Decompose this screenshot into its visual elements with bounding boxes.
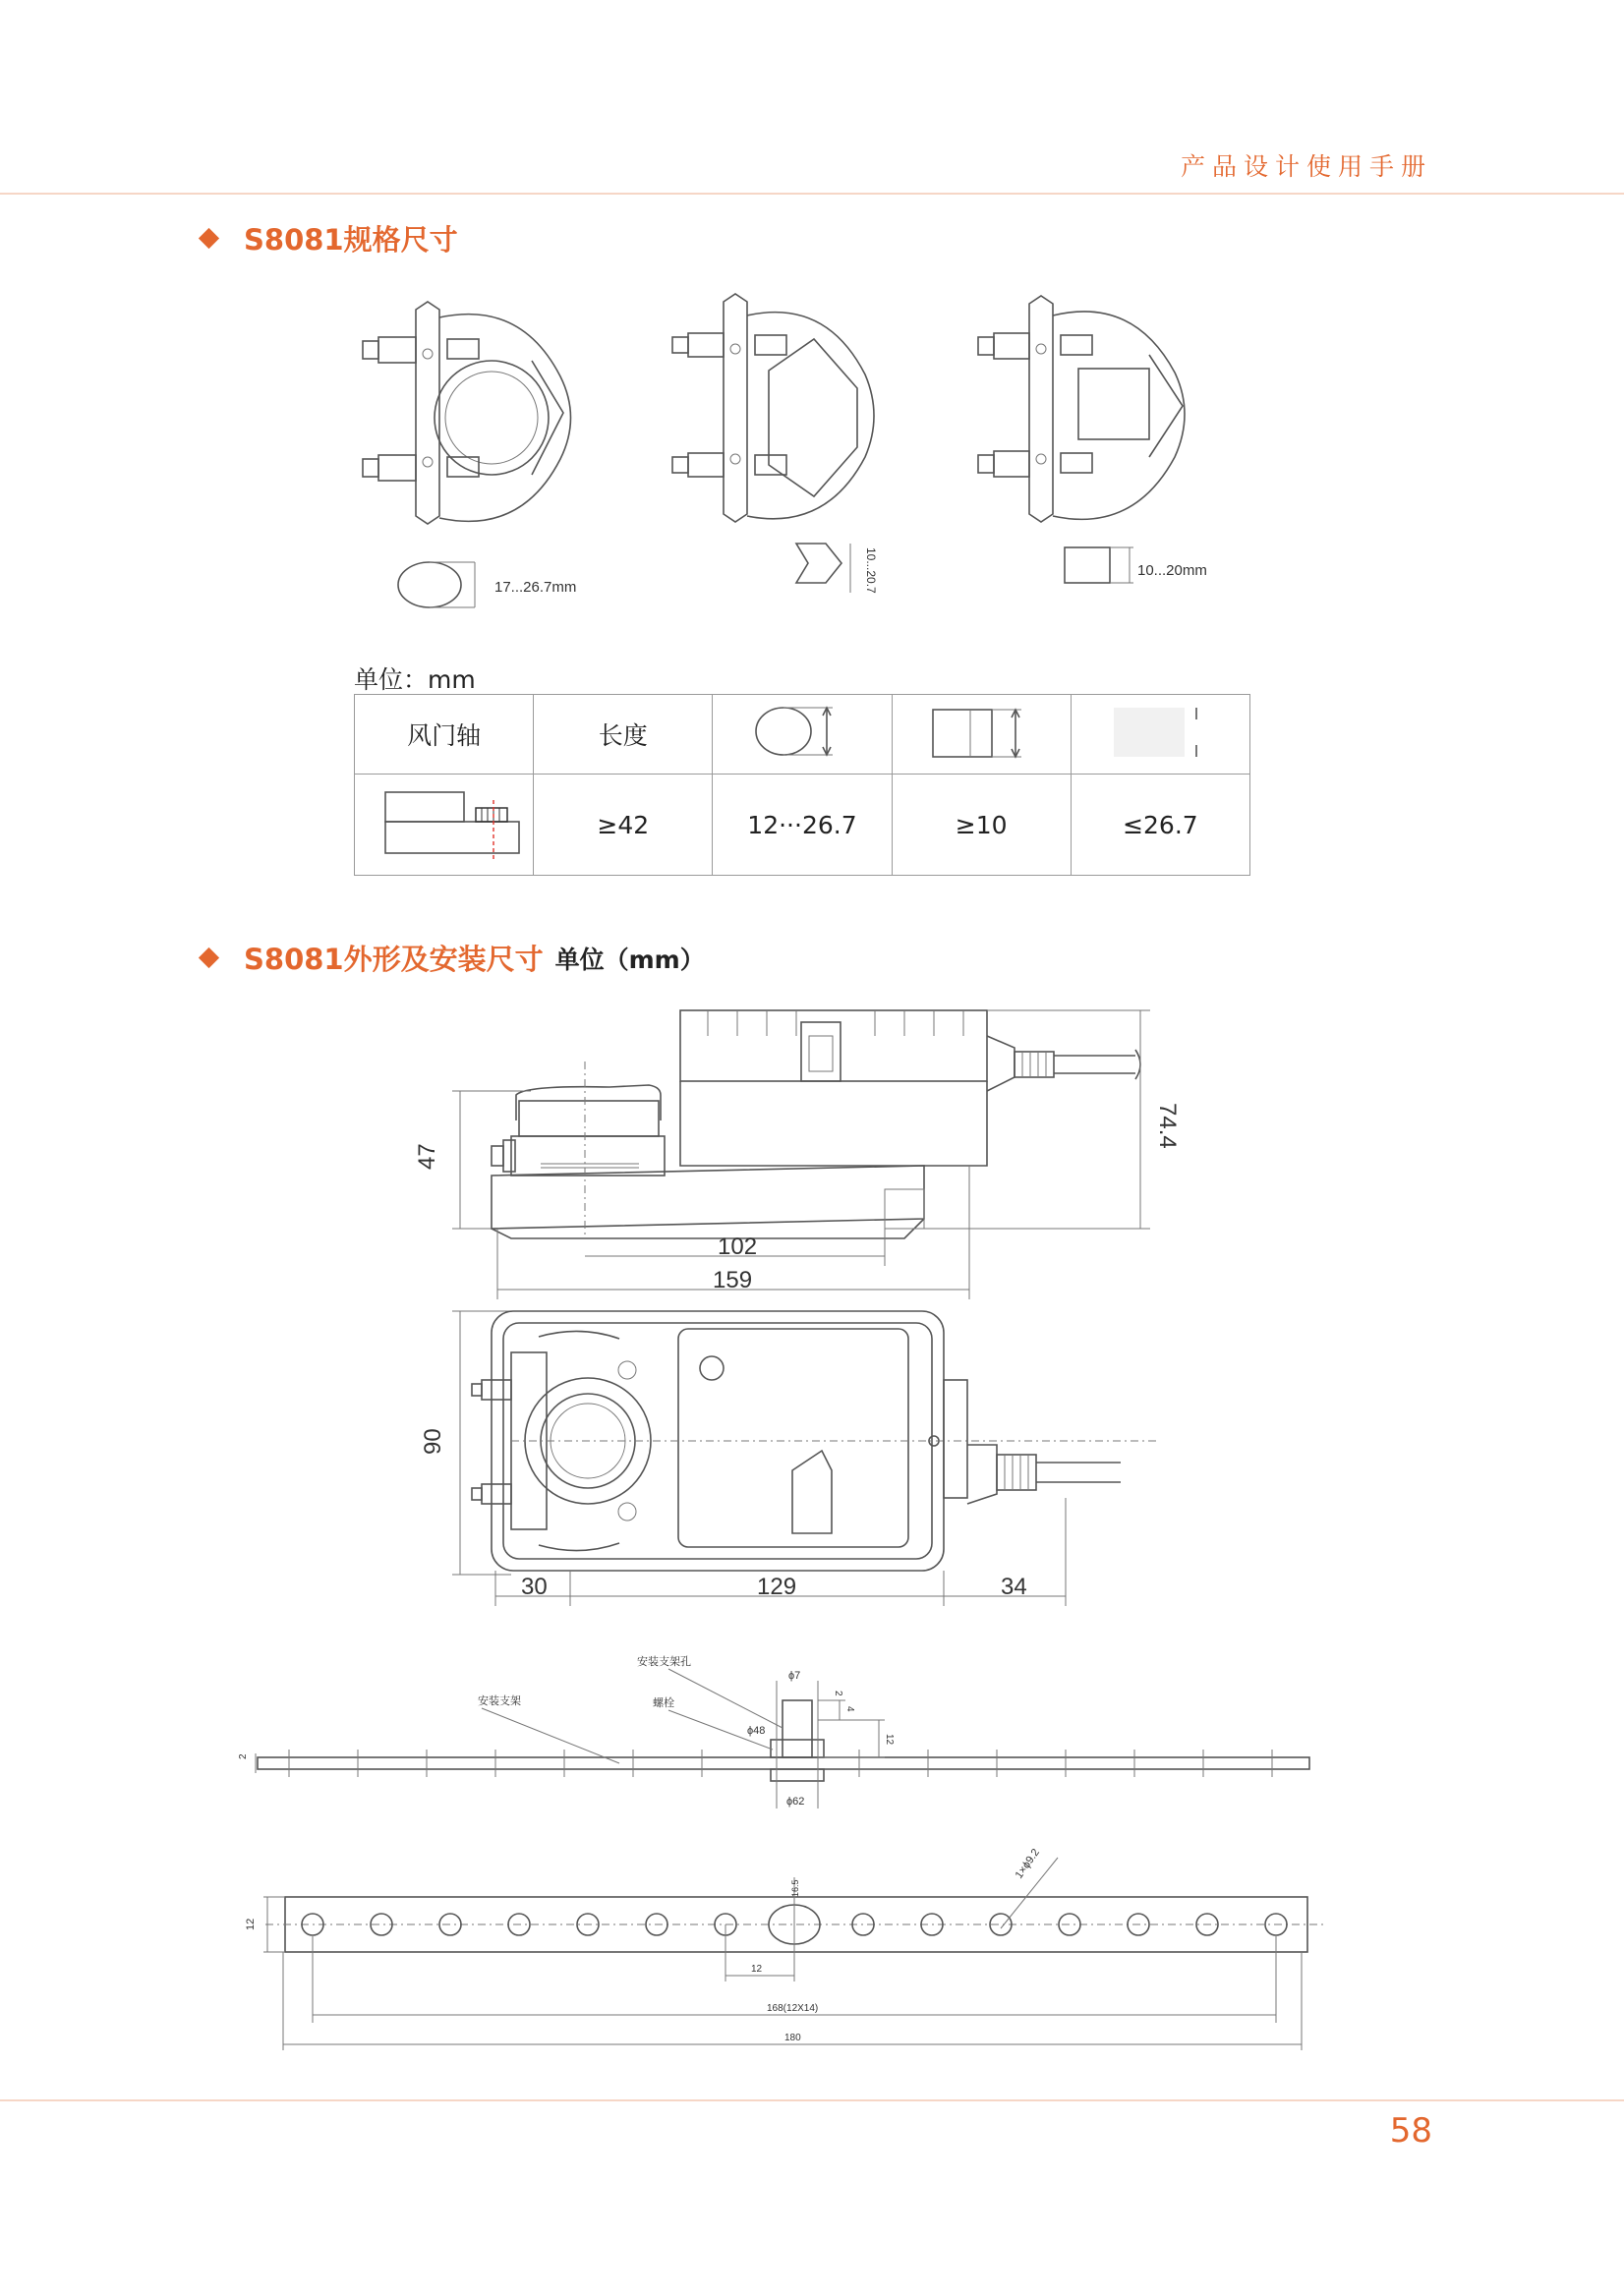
section-dimension-heading [202, 938, 705, 978]
header-divider [0, 193, 1624, 195]
header-length: 长度 [534, 695, 713, 775]
round-shaft-range-label: 17...26.7mm [494, 579, 577, 596]
header-square-shaft [892, 695, 1071, 775]
dim-length-34: 34 [1001, 1574, 1027, 1600]
mounting-bracket-plan-view-drawing [246, 1848, 1327, 2074]
actuator-top-view-drawing [413, 1297, 1180, 1622]
page-number: 58 [1389, 2111, 1432, 2151]
bracket-label-bolt: 螺栓 [653, 1697, 674, 1709]
section-spec-heading [202, 218, 458, 258]
plan-dim-12-offset: 12 [751, 1964, 763, 1975]
manual-title: 产品设计使用手册 [1180, 152, 1432, 181]
dim-height-74-4: 74.4 [1154, 1103, 1181, 1149]
footer-divider [0, 2099, 1624, 2101]
bracket-dim-4: 4 [844, 1706, 855, 1712]
square-shaft-value: ≥10 [892, 775, 1071, 876]
diamond-bullet-icon [199, 228, 219, 249]
bracket-dim-2a: 2 [833, 1691, 843, 1696]
table-row [355, 775, 1250, 876]
clamp-square-shaft-drawing [968, 290, 1263, 614]
round-shaft-value: 12···26.7 [713, 775, 892, 876]
shaft-spec-table [354, 694, 1250, 876]
header-damper-shaft: 风门轴 [355, 695, 534, 775]
dim-height-47: 47 [414, 1143, 440, 1170]
plan-dim-168: 168(12X14) [767, 2003, 819, 2014]
diamond-bullet-icon [199, 947, 219, 968]
vshape-shaft-range-label: 10...20.7 [864, 547, 878, 594]
plan-dim-12-height: 12 [245, 1918, 257, 1930]
bracket-dim-d62: ϕ62 [786, 1796, 805, 1808]
vshape-shaft-value: ≤26.7 [1071, 775, 1249, 876]
section-dimension-unit: 单位（mm） [554, 945, 705, 974]
clamp-vshape-shaft-drawing [659, 290, 914, 614]
section-dimension-title: S8081外形及安装尺寸 [244, 943, 544, 976]
bracket-label-mounting-hole: 安装支架孔 [637, 1656, 691, 1668]
dim-length-129: 129 [757, 1574, 797, 1600]
bracket-label-mounting-bracket: 安装支架 [478, 1695, 521, 1707]
header-round-shaft [713, 695, 892, 775]
header-vshape-shaft [1071, 695, 1249, 775]
bracket-dim-12: 12 [884, 1734, 895, 1746]
damper-shaft-diagram-cell [355, 775, 534, 876]
dim-width-90: 90 [420, 1428, 446, 1455]
round-shaft-icon [748, 702, 856, 761]
square-shaft-icon [927, 702, 1035, 761]
section-spec-title: S8081规格尺寸 [244, 223, 458, 257]
plan-dim-16-5: 16.5 [790, 1879, 800, 1897]
mounting-bracket-side-view-drawing [238, 1651, 1327, 1828]
bracket-dim-d7: ϕ7 [788, 1670, 801, 1682]
dim-length-30: 30 [521, 1574, 548, 1600]
table-row [355, 695, 1250, 775]
vshape-shaft-icon [1106, 702, 1214, 761]
unit-label: 单位：mm [354, 665, 476, 694]
length-value: ≥42 [534, 775, 713, 876]
bracket-dim-2b: 2 [238, 1753, 249, 1759]
dim-length-102: 102 [718, 1234, 758, 1260]
plan-dim-180: 180 [784, 2033, 801, 2043]
actuator-side-view-drawing [413, 993, 1180, 1317]
clamp-round-shaft-drawing [349, 290, 634, 614]
bracket-dim-d48: ϕ48 [747, 1725, 766, 1737]
plan-hole-size-label: 1×ϕ9.2 [1013, 1846, 1042, 1881]
square-shaft-range-label: 10...20mm [1137, 562, 1207, 579]
damper-shaft-icon [366, 782, 523, 861]
dim-length-159: 159 [713, 1267, 753, 1293]
